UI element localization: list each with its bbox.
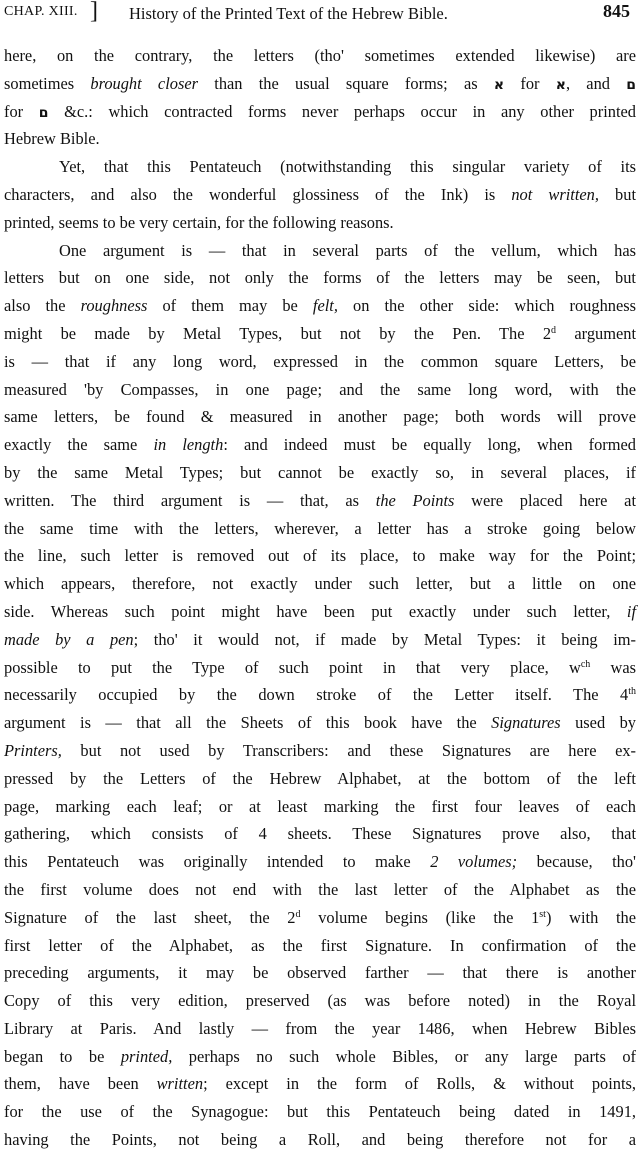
text-line: page, marking each leaf; or at least marking the first four leaves of each — [4, 796, 636, 816]
text-line: gathering, which consists of 4 sheets. These Signatures prove also, that — [4, 824, 636, 844]
body-text — [4, 42, 636, 1154]
text-line: by the same Metal Types; but cannot be exactly so, in several places, if — [4, 462, 636, 482]
text-line: the first volume does not end with the last letter of the Alphabet as the — [4, 879, 636, 899]
text-line: which appears, therefore, not exactly under such letter, but a little on one — [4, 574, 636, 594]
hebrew-glyph: ם — [38, 104, 49, 121]
text-line: exactly the same in length: and indeed must be equally long, when formed — [4, 435, 636, 455]
text-line: necessarily occupied by the down stroke of the Letter itself. The 4th — [4, 685, 636, 705]
text-line: for the use of the Synagogue: but this Pentateuch being dated in 1491, — [4, 1102, 636, 1122]
paragraph-start: One argument is — that in several parts of the vellum, which has — [59, 240, 636, 260]
text-line: also the roughness of them may be felt, on the other side: which roughness — [4, 296, 636, 316]
running-header — [0, 0, 642, 34]
chapter-label: CHAP. XIII. — [4, 4, 78, 19]
text-line: characters, and also the wonderful glossiness of the Ink) is not written, but — [4, 184, 636, 204]
text-line: sometimes brought closer than the usual square forms; as א for א, and ם — [4, 73, 636, 93]
text-line: first letter of the Alphabet, as the first Signature. In confirmation of the — [4, 935, 636, 955]
text-line: for ם &c.: which contracted forms never perhaps occur in any other printed — [4, 101, 636, 121]
text-line: same letters, be found & measured in another page; both words will prove — [4, 407, 636, 427]
text-line: Signature of the last sheet, the 2$^d$ volume begins (like the 1st) with the — [4, 907, 636, 927]
text-line: side. Whereas such point might have been put exactly under such letter, if — [4, 601, 636, 621]
text-line: letters but on one side, not only the forms of the letters may be seen, but — [4, 268, 636, 288]
header-bracket: ] — [90, 0, 98, 24]
text-line: pressed by the Letters of the Hebrew Alphabet, at the bottom of the left — [4, 768, 636, 788]
page-number: 845 — [603, 1, 630, 21]
text-line: made by a pen; tho' it would not, if made by Metal Types: it being im- — [4, 629, 636, 649]
hebrew-glyph: א — [555, 76, 566, 93]
text-line: is — that if any long word, expressed in the common square Letters, be — [4, 351, 636, 371]
text-line: measured 'by Compasses, in one page; and the same long word, with the — [4, 379, 636, 399]
text-line: might be made by Metal Types, but not by the Pen. The 2$^d$ argument — [4, 323, 636, 343]
text-line: argument is — that all the Sheets of this book have the Signatures used by — [4, 713, 636, 733]
text-line: them, have been written; except in the form of Rolls, & without points, — [4, 1074, 636, 1094]
text-line: the line, such letter is removed out of its place, to make way for the Point; — [4, 546, 636, 566]
text-line: Copy of this very edition, preserved (as was before noted) in the Royal — [4, 991, 636, 1011]
text-line: this Pentateuch was originally intended to make 2 volumes; because, tho' — [4, 852, 636, 872]
text-line: preceding arguments, it may be observed farther — that there is another — [4, 963, 636, 983]
text-line: Hebrew Bible. — [4, 129, 100, 149]
text-line: Library at Paris. And lastly — from the year 1486, when Hebrew Bibles — [4, 1018, 636, 1038]
text-line: the same time with the letters, wherever, a letter has a stroke going below — [4, 518, 636, 538]
paragraph-start: Yet, that this Pentateuch (notwithstanding this singular variety of its — [59, 157, 636, 177]
text-line: Printers, but not used by Transcribers: and these Signatures are here ex- — [4, 740, 636, 760]
hebrew-glyph: א — [493, 76, 505, 93]
text-line: began to be printed, perhaps no such whole Bibles, or any large parts of — [4, 1046, 636, 1066]
text-line: here, on the contrary, the letters (tho' sometimes extended likewise) are — [4, 46, 636, 65]
running-title: History of the Printed Text of the Hebrew Bible. — [129, 4, 448, 23]
hebrew-glyph: ם — [626, 76, 636, 93]
text-line: having the Points, not being a Roll, and being therefore not for a — [4, 1130, 636, 1150]
text-line: written. The third argument is — that, as the Points were placed here at — [4, 490, 637, 510]
text-line: possible to put the Type of such point in that very place, $w^{ch}$ was — [4, 657, 637, 677]
text-line: printed, seems to be very certain, for the following reasons. — [4, 212, 394, 232]
